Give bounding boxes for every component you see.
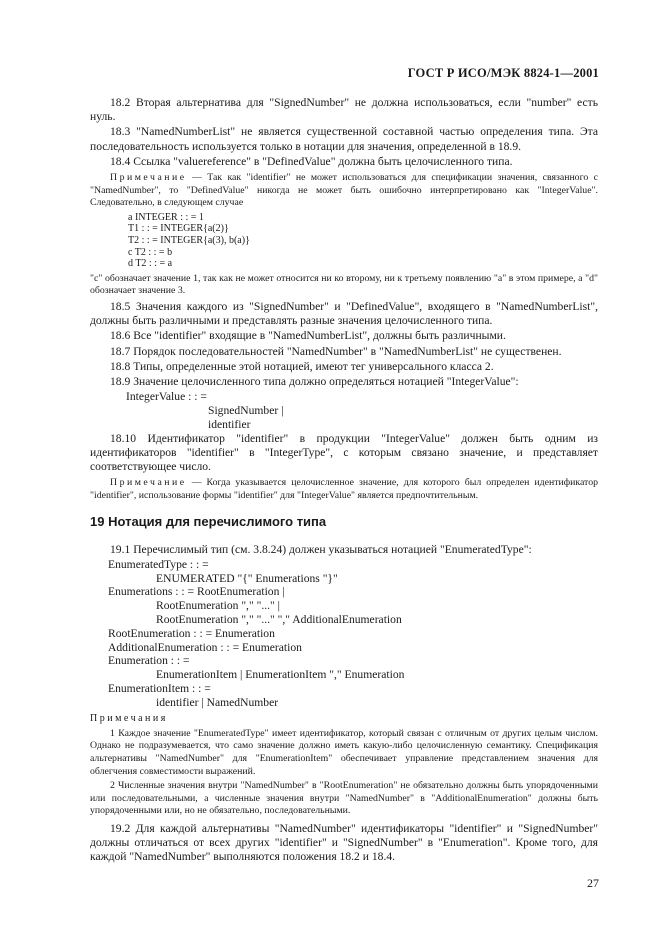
note-label: Примечание — [110, 477, 187, 489]
code-line: d T2 : : = a — [128, 258, 173, 270]
page-number: 27 — [587, 876, 599, 890]
grammar-line: AdditionalEnumeration : : = Enumeration — [108, 640, 302, 654]
running-header: ГОСТ Р ИСО/МЭК 8824-1—2001 — [407, 66, 599, 80]
grammar-line: EnumerationItem : : = — [108, 681, 211, 695]
code-line: c T2 : : = b — [128, 246, 173, 258]
note-18-10 — [90, 477, 598, 502]
grammar-line: Enumerations : : = RootEnumeration | — [108, 585, 285, 599]
grammar-line: Enumeration : : = — [108, 654, 190, 668]
page-body — [90, 96, 598, 866]
section-19-heading: 19 Нотация для перечислимого типа — [90, 514, 327, 530]
grammar-line: EnumeratedType : : = — [108, 557, 209, 571]
clause-18-6: 18.6 Все "identifier" входящие в "NamedNumberList", должны быть различными. — [110, 329, 506, 343]
code-line: T2 : : = INTEGER{a(3), b(a)} — [128, 234, 250, 246]
note-continuation: "c" обозначает значение 1, так как не может относится ни ко второму, ни к третьему появлению "а" в этом примере, а "d" обозначает значение 3. — [90, 272, 598, 297]
clause-18-2: 18.2 Вторая альтернатива для "SignedNumber" не должна использоваться, если "number" есть нуль. — [90, 96, 598, 124]
grammar-line: RootEnumeration "," "..." "," AdditionalEnumeration — [156, 612, 402, 626]
code-line: a INTEGER : : = 1 — [128, 211, 204, 223]
clause-18-7: 18.7 Порядок последовательностей "NamedNumber" в "NamedNumberList" не существенен. — [110, 344, 562, 358]
grammar-line: RootEnumeration : : = Enumeration — [108, 626, 275, 640]
note-label: Примечание — [110, 172, 187, 184]
note-19-1: 1 Каждое значение "EnumeratedType" имеет идентификатор, который связан с отличным от других целым числом. Однако не подразумевается, что само значение должно иметь какую-либо целочисленную семантику. Спецификация альтернативы "NamedNumber" для "EnumerationItem" обеспечивает управление представлением значения для облегчения совместимости выражений. — [90, 727, 598, 777]
note-19-2: 2 Численные значения внутри "NamedNumber" в "RootEnumeration" не обязательно должны быть упорядоченными или последовательными, а численные значения внутри "NamedNumber" в "AdditionalEnumeration" должны быть упорядоченными или, но не обязательно, последовательными. — [90, 780, 598, 817]
clause-18-3: 18.3 "NamedNumberList" не является существенной составной частью определения типа. Эта последовательность используется только в нотации для значения, определенной в 18.9. — [90, 125, 598, 153]
grammar-line: identifier | NamedNumber — [156, 695, 279, 709]
grammar-line: ENUMERATED "{" Enumerations "}" — [156, 571, 338, 585]
grammar-line: EnumerationItem | EnumerationItem "," Enumeration — [156, 668, 405, 682]
grammar-line: IntegerValue : : = — [126, 390, 207, 404]
clause-18-10: 18.10 Идентификатор "identifier" в продукции "IntegerValue" должен быть одним из идентификаторов "identifier" в "IntegerType", с которым связано значение, и представляет соответствующее число. — [90, 431, 598, 473]
clause-18-4: 18.4 Ссылка "valuereference" в "DefinedValue" должна быть целочисленного типа. — [110, 154, 513, 168]
note-18-4 — [90, 172, 598, 210]
grammar-integer-value — [90, 390, 598, 431]
code-line: T1 : : = INTEGER{a(2)} — [128, 223, 229, 235]
clause-19-1: 19.1 Перечислимый тип (см. 3.8.24) должен указываться нотацией "EnumeratedType": — [110, 542, 532, 556]
note-text: — Так как "identifier" не может использоваться для спецификации значения, связанного с "NamedNumber", то "DefinedValue" никогда не может быть ошибочно интерпретировано как "IntegerValue". Следовательно, в следующем случае — [90, 172, 598, 209]
grammar-line: identifier — [208, 417, 251, 431]
clause-18-5: 18.5 Значения каждого из "SignedNumber" и "DefinedValue", входящего в "NamedNumberList", должны быть различными и представлять разные значения целочисленного типа. — [90, 299, 598, 328]
clause-19-2: 19.2 Для каждой альтернативы "NamedNumber" идентификаторы "identifier" и "SignedNumber" должны отличаться от всех других "identifier" и "SignedNumber" в "Enumeration". Кроме того, для каждой "NamedNumber" выполняются положения 18.2 и 18.4. — [90, 821, 598, 864]
code-example — [90, 212, 598, 270]
grammar-line: SignedNumber | — [208, 403, 284, 417]
grammar-line: RootEnumeration "," "..." | — [156, 599, 280, 613]
clause-18-8: 18.8 Типы, определенные этой нотацией, имеют тег универсального класса 2. — [110, 359, 494, 373]
note-text: — Когда указывается целочисленное значение, для которого был определен идентификатор "identifier", использование формы "identifier" для "IntegerValue" является предпочтительным. — [90, 477, 598, 501]
notes-heading: Примечания — [90, 712, 168, 724]
grammar-enumerated-type — [90, 558, 598, 710]
clause-18-9: 18.9 Значение целочисленного типа должно определяться нотацией "IntegerValue": — [110, 374, 519, 388]
